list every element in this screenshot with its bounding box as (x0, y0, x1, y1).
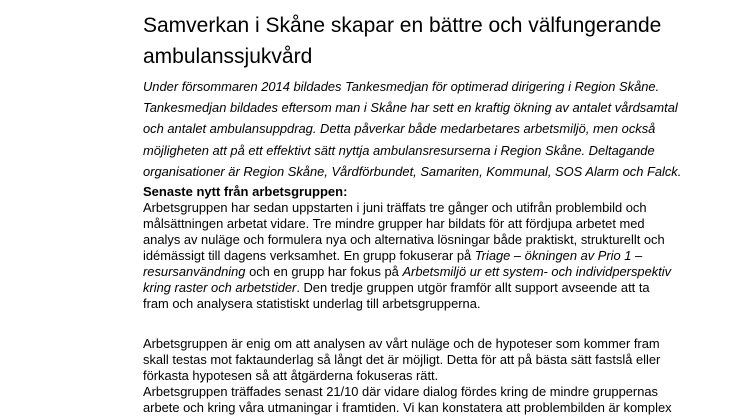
italic-phrase: kring raster och arbetstider (143, 280, 297, 296)
italic-phrase: resursanvändning (143, 264, 246, 280)
body-line (143, 264, 718, 280)
body-text-segment: och en grupp har fokus på (245, 264, 403, 280)
paragraph-updates (143, 200, 718, 312)
body-line: Arbetsgruppen har sedan uppstarten i juni träffats tre gånger och utifrån problembild och (143, 200, 647, 215)
intro-line: möjligheten att på ett effektivt sätt nyttja ambulansresurserna i Region Skåne. Deltagande (143, 142, 655, 158)
body-text-segment: . Den tredje gruppen utgör framför allt support avseende att ta (296, 280, 650, 296)
body-line (143, 280, 718, 296)
document-title (143, 10, 703, 72)
body-line (143, 248, 718, 264)
body-line: arbete och kring våra utmaningar i framtiden. Vi kan konstatera att problembilden är komplex (143, 400, 672, 416)
intro-line: organisationer är Region Skåne, Vårdförbundet, Samariten, Kommunal, SOS Alarm och Falck. (143, 163, 682, 179)
section-heading: Senaste nytt från arbetsgruppen: (143, 184, 348, 199)
title-line: ambulanssjukvård (143, 45, 313, 68)
body-text-segment: idémässigt till dagens verksamhet. En grupp fokuserar på (143, 248, 475, 264)
italic-phrase: Triage – ökningen av Prio 1 – (474, 248, 643, 264)
intro-paragraph (143, 76, 718, 182)
intro-line: Under försommaren 2014 bildades Tankesmedjan för optimerad dirigering i Region Skåne. (143, 79, 660, 94)
body-line: förkasta hypotesen så att åtgärderna fokuseras rätt. (143, 368, 439, 384)
paragraph-analysis (143, 336, 718, 416)
intro-line: Tankesmedjan bildades eftersom man i Skåne har sett en kraftig ökning av antalet vårdsamtal (143, 100, 678, 116)
body-line: fram och analysera statistiskt underlag till arbetsgrupperna. (143, 296, 481, 312)
intro-line: och antalet ambulansuppdrag. Detta påverkar både medarbetares arbetsmiljö, men också (143, 121, 656, 137)
body-line: analys av nuläge och formulera nya och alternativa lösningar både praktiskt, strukturellt och (143, 232, 665, 248)
title-line: Samverkan i Skåne skapar en bättre och välfungerande (143, 14, 662, 37)
body-line: Arbetsgruppen är enig om att analysen av vårt nuläge och de hypoteser som kommer fram (143, 336, 660, 351)
body-line: målsättningen arbetat vidare. Tre mindre grupper har bildats för att fördjupa arbetet med (143, 216, 645, 232)
body-line: skall testas mot faktaunderlag så långt det är möjligt. Detta för att på bästa sätt fastslå eller (143, 352, 661, 368)
italic-phrase: Arbetsmiljö ur ett system- och individperspektiv (402, 264, 672, 280)
body-line: Arbetsgruppen träffades senast 21/10 där vidare dialog fördes kring de mindre gruppernas (143, 384, 658, 400)
